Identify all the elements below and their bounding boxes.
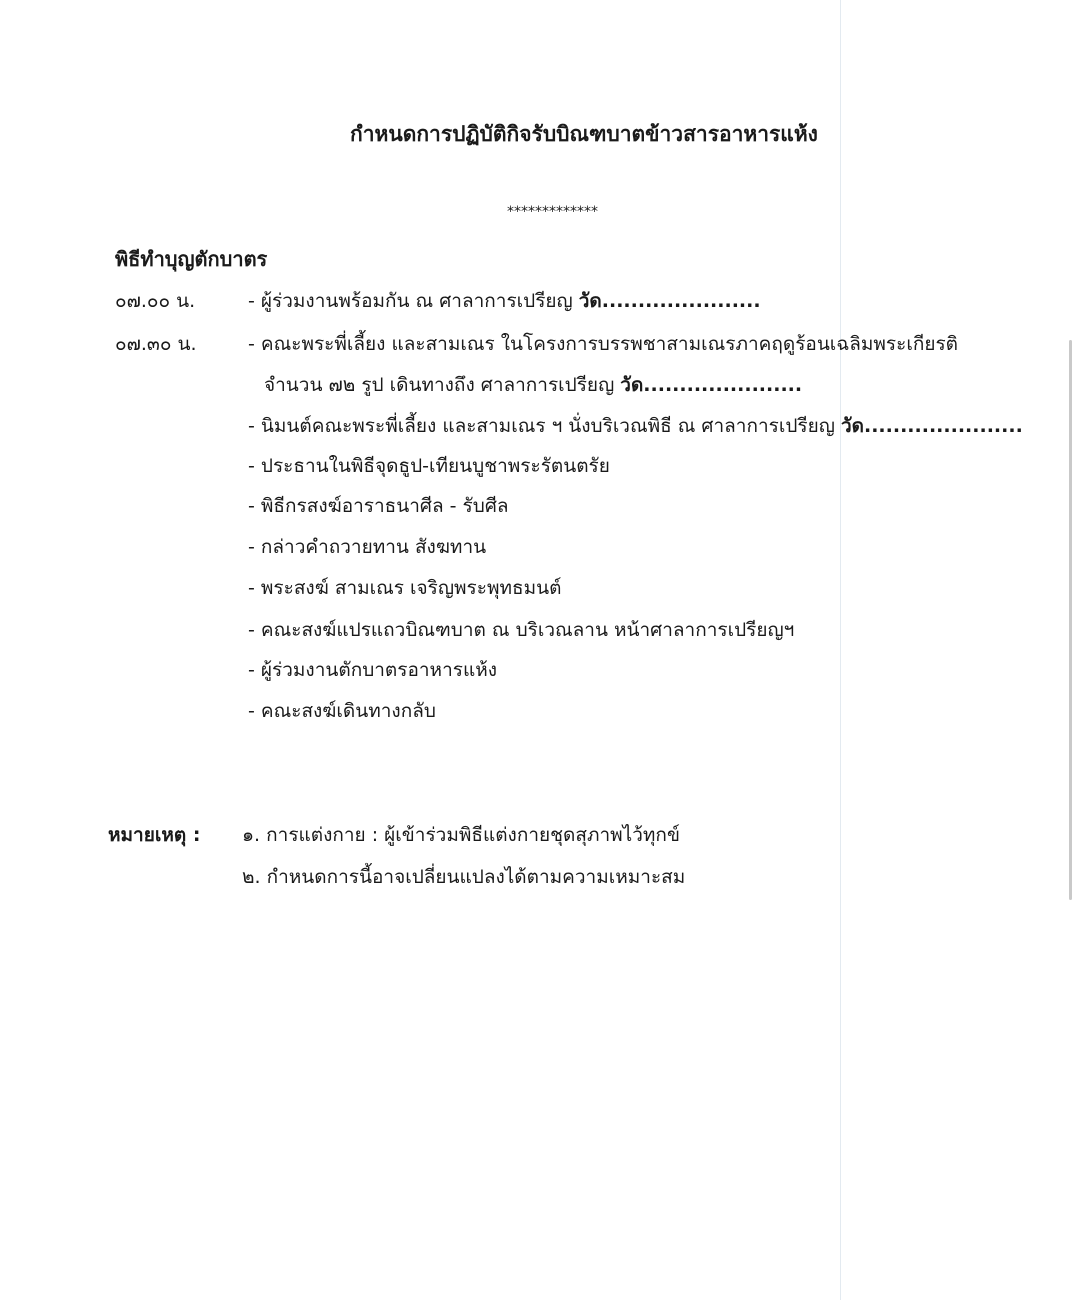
schedule-line: [248, 411, 1023, 441]
schedule-line: [248, 655, 497, 685]
schedule-line-text: - นิมนต์คณะพระพี่เลี้ยง และสามเณร ฯ นั่งบริเวณพิธี ณ ศาลาการเปรียญ: [248, 415, 841, 437]
schedule-line-blank: วัด......................: [578, 290, 761, 312]
schedule-line: [248, 615, 794, 645]
note-item: ๑. การแต่งกาย : ผู้เข้าร่วมพิธีแต่งกายชุดสุภาพไว้ทุกข์: [242, 824, 680, 846]
note-item: ๒. กำหนดการนี้อาจเปลี่ยนแปลงได้ตามความเหมาะสม: [242, 866, 686, 888]
schedule-line: [264, 370, 802, 400]
schedule-line-text: - คณะพระพี่เลี้ยง และสามเณร ในโครงการบรรพชาสามเณรภาคฤดูร้อนเฉลิมพระเกียรติ: [248, 333, 959, 355]
schedule-line-text: - ผู้ร่วมงานตักบาตรอาหารแห้ง: [248, 659, 498, 681]
schedule-time: ๐๗.๐๐ น.: [115, 290, 196, 312]
schedule-line-text: - พระสงฆ์ สามเณร เจริญพระพุทธมนต์: [248, 577, 562, 599]
schedule-time: ๐๗.๓๐ น.: [115, 333, 197, 355]
schedule-line-text: จำนวน ๗๒ รูป เดินทางถึง ศาลาการเปรียญ: [264, 374, 621, 396]
schedule-line-text: - กล่าวคำถวายทาน สังฆทาน: [248, 536, 487, 558]
scan-edge-shadow: [1069, 340, 1072, 900]
schedule-line: [248, 491, 509, 521]
schedule-line-text: - คณะสงฆ์เดินทางกลับ: [248, 700, 436, 722]
schedule-line: [248, 573, 561, 603]
schedule-line-blank: วัด......................: [840, 415, 1023, 437]
schedule-line: [248, 532, 486, 562]
schedule-line: [248, 696, 436, 726]
schedule-line-text: - ประธานในพิธีจุดธูป-เทียนบูชาพระรัตนตรัย: [248, 455, 610, 477]
schedule-line-text: - พิธีกรสงฆ์อาราธนาศีล - รับศีล: [248, 495, 509, 517]
title-separator: *************: [507, 204, 598, 220]
schedule-line: [248, 451, 610, 481]
schedule-line: [248, 329, 958, 359]
document-title: กำหนดการปฏิบัติกิจรับบิณฑบาตข้าวสารอาหารแห้ง: [350, 122, 818, 146]
schedule-line-blank: วัด......................: [620, 374, 803, 396]
section-heading: พิธีทำบุญตักบาตร: [115, 247, 268, 271]
scan-fold-line: [840, 0, 841, 1300]
schedule-line-text: - คณะสงฆ์แปรแถวบิณฑบาต ณ บริเวณลาน หน้าศาลาการเปรียญฯ: [248, 619, 795, 641]
schedule-line: [248, 286, 761, 316]
notes-label: หมายเหตุ :: [108, 824, 201, 846]
schedule-line-text: - ผู้ร่วมงานพร้อมกัน ณ ศาลาการเปรียญ: [248, 290, 579, 312]
